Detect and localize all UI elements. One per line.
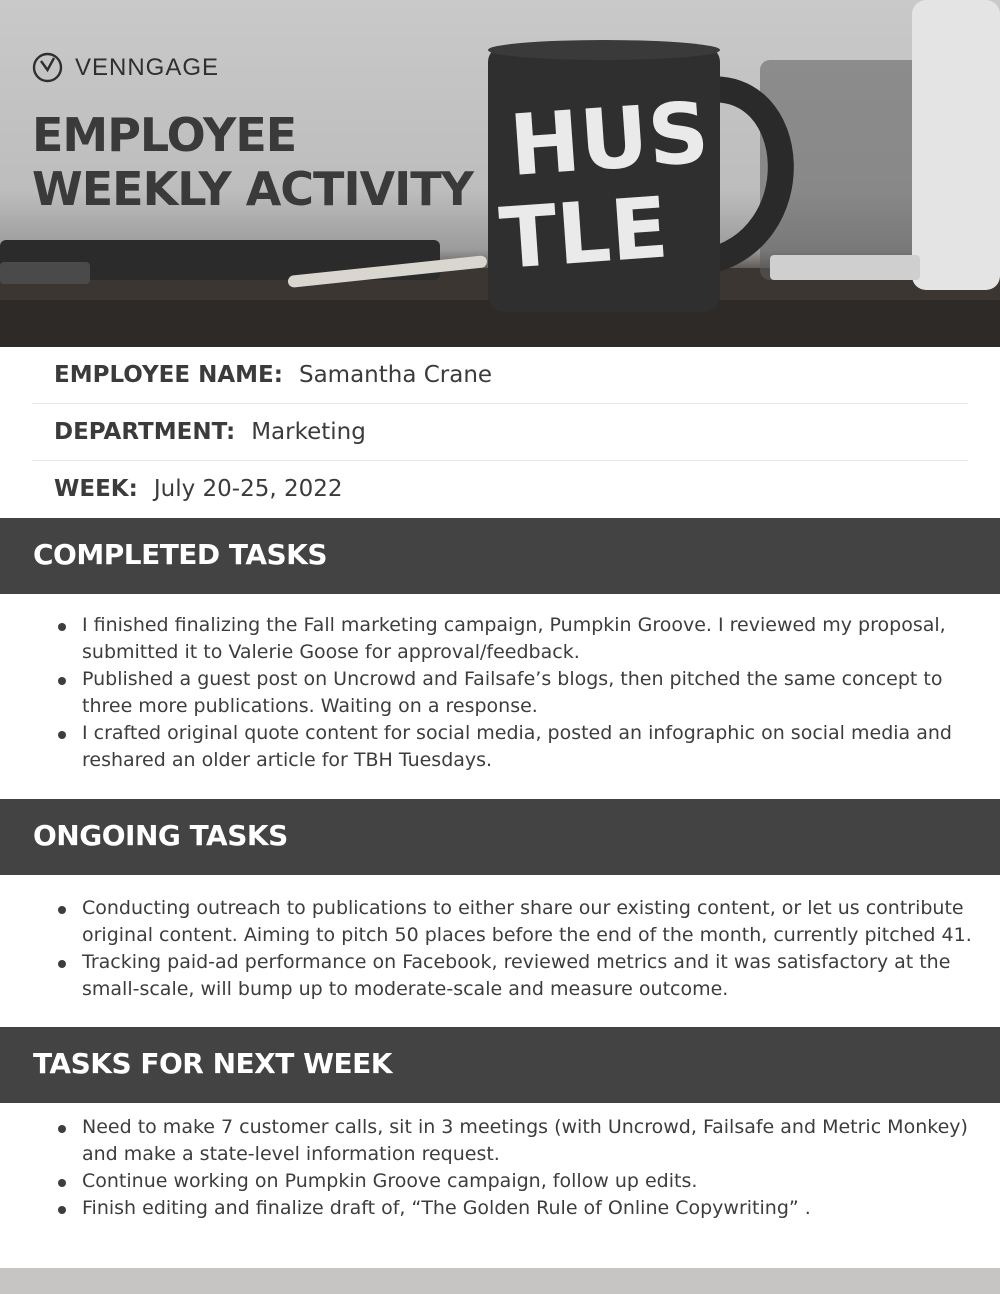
employee-name-row <box>32 347 968 404</box>
ongoing-tasks-title: ONGOING TASKS <box>33 819 288 852</box>
list-item: Tracking paid-ad performance on Facebook, reviewed metrics and it was satisfactory at the small-scale, will bump up to moderate-scale and measure outcome. <box>82 949 972 1003</box>
page-title-line1: EMPLOYEE <box>32 108 297 162</box>
page-title-line2: WEEKLY ACTIVITY <box>32 162 473 216</box>
brand-name: VENNGAGE <box>75 53 220 81</box>
list-item: Continue working on Pumpkin Groove campaign, follow up edits. <box>82 1168 972 1195</box>
list-item: Conducting outreach to publications to either share our existing content, or let us contribute original content. Aiming to pitch 50 places before the end of the month, currently pitched 41. <box>82 895 972 949</box>
employee-name-value: Samantha Crane <box>298 362 493 388</box>
header-photo <box>0 0 1000 347</box>
mug-text-line1: HUS <box>506 83 712 195</box>
completed-tasks-banner <box>0 518 1000 594</box>
week-value: July 20-25, 2022 <box>153 476 343 502</box>
completed-tasks-title: COMPLETED TASKS <box>33 538 328 571</box>
brand-logo[interactable] <box>32 52 219 83</box>
list-item: I crafted original quote content for social media, posted an infographic on social media and reshared an older article for TBH Tuesdays. <box>82 720 972 774</box>
ongoing-tasks-banner <box>0 799 1000 875</box>
ongoing-tasks-list <box>82 895 972 1003</box>
employee-name-label: EMPLOYEE NAME: <box>54 362 283 388</box>
department-label: DEPARTMENT: <box>54 419 236 445</box>
week-row <box>32 461 968 517</box>
next-week-tasks-title: TASKS FOR NEXT WEEK <box>33 1047 392 1080</box>
department-row <box>32 404 968 461</box>
next-week-tasks-banner <box>0 1027 1000 1103</box>
footer-bar <box>0 1268 1000 1294</box>
list-item: Need to make 7 customer calls, sit in 3 meetings (with Uncrowd, Failsafe and Metric Monkey) and make a state-level information request. <box>82 1114 972 1168</box>
week-label: WEEK: <box>54 476 138 502</box>
page-title <box>32 108 473 216</box>
list-item: Published a guest post on Uncrowd and Failsafe’s blogs, then pitched the same concept to three more publications. Waiting on a response. <box>82 666 972 720</box>
completed-tasks-list <box>82 612 972 774</box>
department-value: Marketing <box>251 419 366 445</box>
next-week-tasks-list <box>82 1114 972 1222</box>
laptop-shape <box>912 0 1000 290</box>
employee-info <box>32 347 968 517</box>
list-item: Finish editing and finalize draft of, “The Golden Rule of Online Copywriting” . <box>82 1195 972 1222</box>
mug-text-line2: TLE <box>496 178 672 288</box>
list-item: I finished finalizing the Fall marketing campaign, Pumpkin Groove. I reviewed my proposal, submitted it to Valerie Goose for approval/feedback. <box>82 612 972 666</box>
venngage-logo-icon <box>32 52 63 83</box>
